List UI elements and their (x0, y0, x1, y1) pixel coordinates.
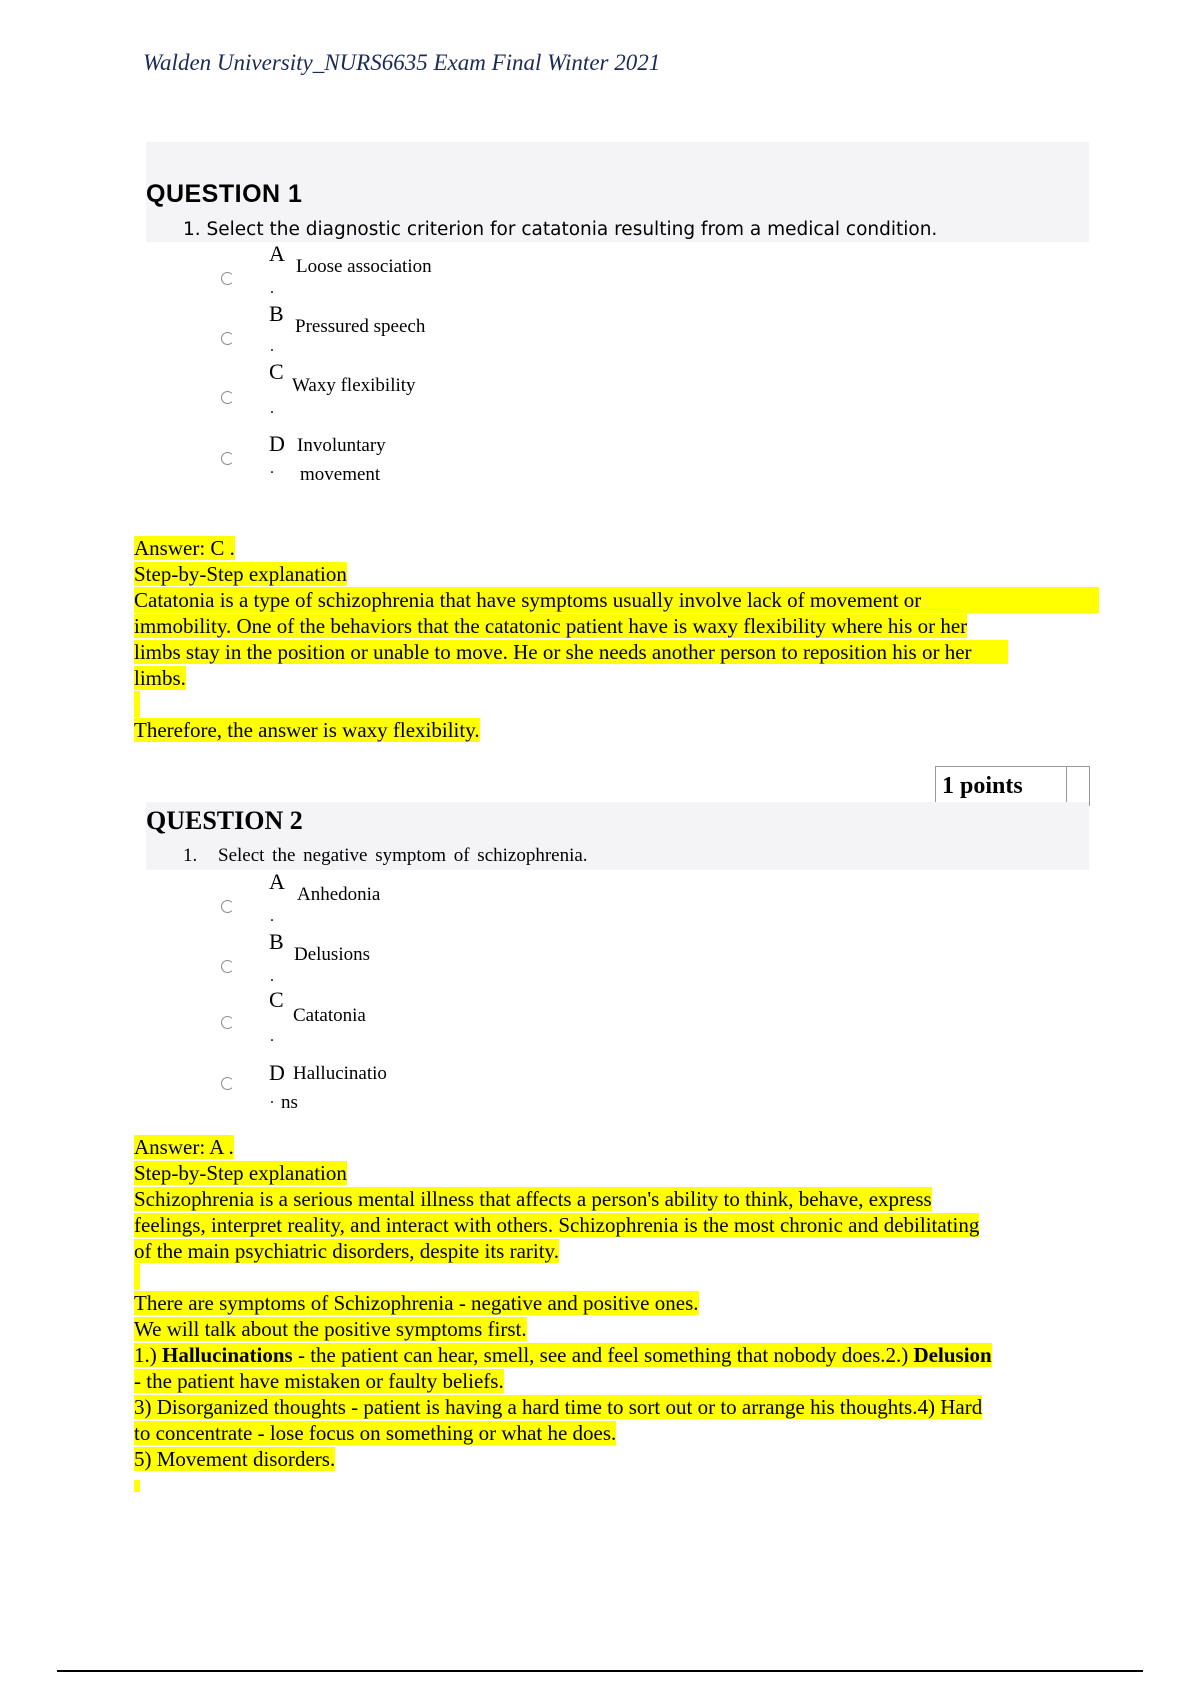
question-2-explanation-title: Step-by-Step explanation (134, 1161, 347, 1185)
question-2-explanation-line: of the main psychiatric disorders, despite its rarity. (134, 1239, 559, 1263)
question-1-answer: Answer: C . (134, 536, 235, 560)
question-1-conclusion: Therefore, the answer is waxy flexibility. (134, 718, 480, 742)
footer-rule (57, 1670, 1143, 1672)
symptom-item-1: 1.) Hallucinations - the patient can hear, smell, see and feel something that nobody does.2.) Delusion (134, 1343, 992, 1367)
option-a-dot: . (270, 908, 274, 925)
option-d-radio[interactable] (221, 452, 234, 465)
option-a-radio[interactable] (221, 900, 234, 913)
points-input[interactable] (1066, 767, 1089, 805)
question-2-prompt: Select the negative symptom of schizophrenia. (218, 845, 588, 866)
document-header: Walden University_NURS6635 Exam Final Winter 2021 (143, 50, 661, 75)
symptom-item-2: - the patient have mistaken or faulty beliefs. (134, 1369, 504, 1393)
question-2-answer-block (134, 1134, 1099, 1498)
question-1-prompt: 1. Select the diagnostic criterion for catatonia resulting from a medical condition. (183, 219, 938, 240)
option-b-label: Delusions (294, 944, 370, 965)
option-c-radio[interactable] (221, 1016, 234, 1029)
option-a-label: Anhedonia (297, 884, 381, 905)
question-2-answer: Answer: A . (134, 1135, 234, 1159)
symptom-item-3: 3) Disorganized thoughts - patient is having a hard time to sort out or to arrange his thoughts.4) Hard (134, 1395, 983, 1419)
option-b-letter: B (269, 301, 284, 326)
positive-symptoms-intro: We will talk about the positive symptoms first. (134, 1317, 527, 1341)
question-1-explanation-line: limbs. (134, 666, 186, 690)
option-d-dot: . (270, 460, 274, 477)
option-d-dot: . (270, 1090, 274, 1107)
points-value: 1 points (942, 772, 1023, 799)
symptom-term-hallucinations: Hallucinations (162, 1343, 293, 1367)
option-a-letter: A (269, 241, 285, 266)
option-d-label-line2: ns (281, 1092, 298, 1113)
option-b-dot: . (270, 338, 274, 355)
option-c-label: Waxy flexibility (292, 375, 416, 396)
option-b-label: Pressured speech (295, 316, 426, 337)
symptom-term-delusion: Delusion (913, 1343, 992, 1367)
points-box (935, 766, 1090, 806)
option-b-letter: B (269, 929, 284, 954)
question-2-prompt-number: 1. (183, 845, 198, 866)
question-1-heading: QUESTION 1 (146, 180, 303, 208)
highlight-marker (134, 1480, 140, 1492)
question-1-explanation-line: immobility. One of the behaviors that the catatonic patient have is waxy flexibility where his or her (134, 614, 968, 638)
question-1-explanation-line: Catatonia is a type of schizophrenia that have symptoms usually involve lack of movement or (134, 587, 1099, 613)
symptom-item-4: to concentrate - lose focus on something or what he does. (134, 1421, 617, 1445)
option-b-radio[interactable] (221, 332, 234, 345)
option-a-label: Loose association (296, 256, 432, 277)
option-a-letter: A (269, 869, 285, 894)
symptoms-intro: There are symptoms of Schizophrenia - negative and positive ones. (134, 1291, 699, 1315)
option-d-label-line2: movement (300, 464, 381, 485)
option-b-dot: . (270, 968, 274, 985)
option-c-letter: C (269, 359, 284, 384)
option-d-letter: D (269, 431, 285, 456)
option-c-dot: . (270, 400, 274, 417)
option-c-letter: C (269, 987, 284, 1012)
option-b-radio[interactable] (221, 960, 234, 973)
question-1-answer-block (134, 535, 1099, 743)
option-d-letter: D (269, 1060, 285, 1085)
symptom-item-5: 5) Movement disorders. (134, 1447, 336, 1471)
option-c-label: Catatonia (293, 1005, 366, 1026)
option-c-dot: . (270, 1028, 274, 1045)
option-c-radio[interactable] (221, 391, 234, 404)
option-d-radio[interactable] (221, 1077, 234, 1090)
option-d-label-line1: Hallucinatio (293, 1063, 387, 1084)
option-a-dot: . (270, 280, 274, 297)
highlight-marker (134, 691, 140, 717)
question-2-explanation-line: feelings, interpret reality, and interact with others. Schizophrenia is the most chronic and debilitating (134, 1213, 980, 1237)
option-a-radio[interactable] (221, 272, 234, 285)
question-2-explanation-line: Schizophrenia is a serious mental illness that affects a person's ability to think, behave, express (134, 1187, 932, 1211)
option-d-label-line1: Involuntary (297, 435, 386, 456)
question-1-explanation-line: limbs stay in the position or unable to move. He or she needs another person to reposition his or her (134, 640, 1008, 664)
highlight-marker (134, 1264, 140, 1290)
question-1-explanation-title: Step-by-Step explanation (134, 562, 347, 586)
question-2-heading: QUESTION 2 (146, 806, 303, 835)
